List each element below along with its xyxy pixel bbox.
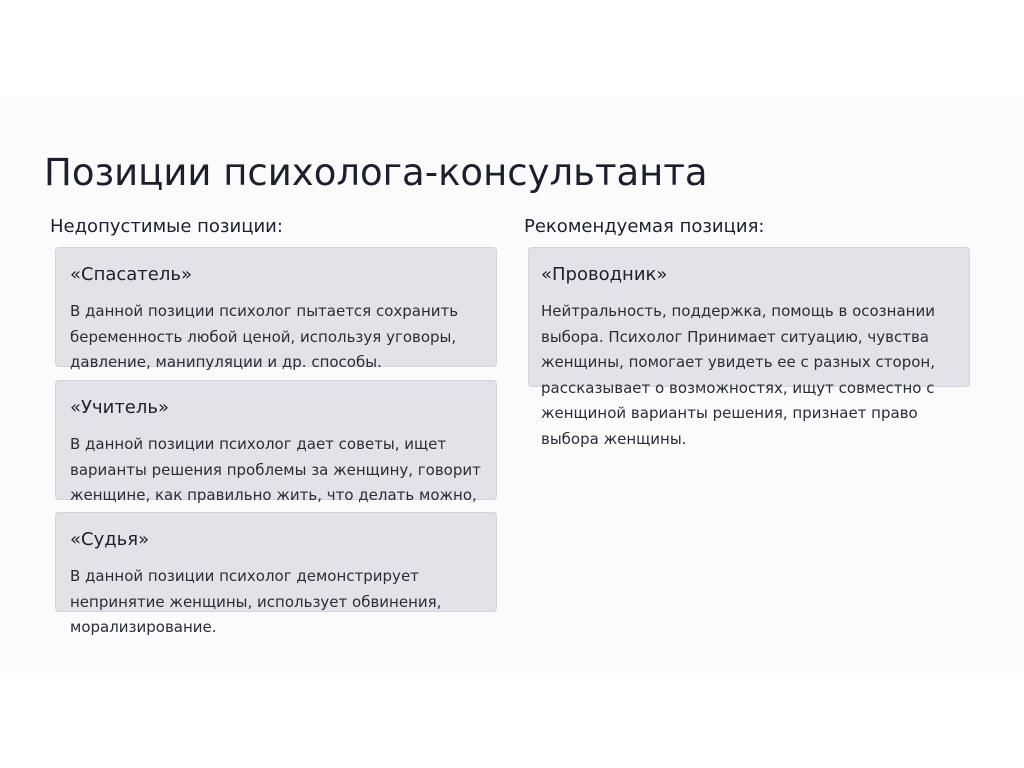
- card-title: «Учитель»: [70, 397, 169, 418]
- card-teacher: [55, 380, 497, 504]
- card-text: Нейтральность, поддержка, помощь в осознании выбора. Психолог Принимает ситуацию, чувства женщины, помогает увидеть ее с разных сторон, рассказывает о возможностях, ищут совместно с женщиной варианты решения, признает право выбора женщины.: [541, 302, 935, 448]
- card-rescuer: [55, 247, 497, 371]
- card-text: В данной позиции психолог пытается сохранить беременность любой ценой, используя уговоры, давление, манипуляции и др. способы.: [70, 302, 459, 371]
- card-title: «Спасатель»: [70, 264, 192, 285]
- unacceptable-positions-heading: Недопустимые позиции:: [50, 216, 283, 237]
- slide-title: Позиции психолога-консультанта: [44, 151, 708, 194]
- card-text: В данной позиции психолог дает советы, ищет варианты решения проблемы за женщину, говорит женщине, как правильно жить, что делать можно,: [70, 435, 481, 504]
- card-guide: [528, 247, 970, 448]
- card-title: «Судья»: [70, 529, 150, 550]
- card-text: В данной позиции психолог демонстрирует непринятие женщины, использует обвинения, морализирование.: [70, 567, 442, 636]
- slide: [0, 96, 1024, 673]
- recommended-position-heading: Рекомендуемая позиция:: [524, 216, 765, 237]
- card-judge: [55, 512, 497, 636]
- card-title: «Проводник»: [541, 264, 668, 285]
